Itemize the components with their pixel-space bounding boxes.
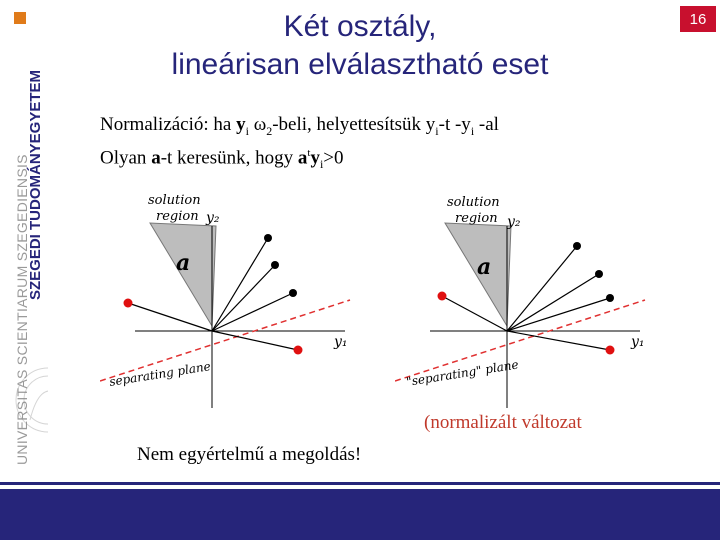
y1-axis-label: y₁	[334, 334, 348, 350]
region-label: region	[156, 209, 199, 224]
black-point	[264, 234, 272, 242]
university-sidebar	[0, 0, 48, 480]
goal-line: Olyan a-t keresünk, hogy $a^ty_i>0$	[100, 147, 344, 172]
black-point	[606, 294, 614, 302]
slide-title	[120, 8, 600, 84]
black-point	[573, 242, 581, 250]
ambiguity-statement: Nem egyértelmű a megoldás!	[137, 444, 362, 465]
y1-axis-label: y₁	[631, 334, 645, 350]
red-point	[124, 299, 133, 308]
normalization-line: Normalizáció: ha $y_i$ $\omega_2$-beli, helyettesítsük $y_i-t$ $-y_i$ -al	[100, 114, 499, 138]
region-label: region	[455, 211, 498, 226]
normalized-note: (normalizált változat	[424, 412, 582, 433]
latin-motto: UNIVERSITAS SCIENTIARUM SZEGEDIENSIS	[14, 154, 30, 465]
y2-axis-label: y₂	[507, 214, 521, 230]
diagram-normalized	[395, 188, 665, 410]
solution-label: solution	[447, 195, 500, 210]
title-line-2: lineárisan elválasztható eset	[171, 48, 549, 81]
title-line-1: Két osztály,	[283, 10, 437, 43]
separating-plane-label: "separating" plane	[405, 357, 520, 389]
separating-plane-label: separating plane	[108, 359, 212, 389]
weight-vector-label: a	[477, 254, 492, 280]
footer-rule	[0, 482, 720, 485]
university-name: SZEGEDI TUDOMÁNYEGYETEM	[27, 69, 44, 300]
solution-label: solution	[148, 193, 201, 208]
weight-vector-label: a	[176, 250, 191, 276]
page-number-badge: 16	[680, 6, 716, 32]
black-point	[289, 289, 297, 297]
black-point	[271, 261, 279, 269]
black-point	[595, 270, 603, 278]
diagram-original	[100, 188, 370, 410]
red-point	[438, 292, 447, 301]
y2-axis-label: y₂	[206, 210, 220, 226]
logo-square-icon	[14, 12, 26, 24]
red-point	[294, 346, 303, 355]
red-point	[606, 346, 615, 355]
footer-bar	[0, 489, 720, 540]
